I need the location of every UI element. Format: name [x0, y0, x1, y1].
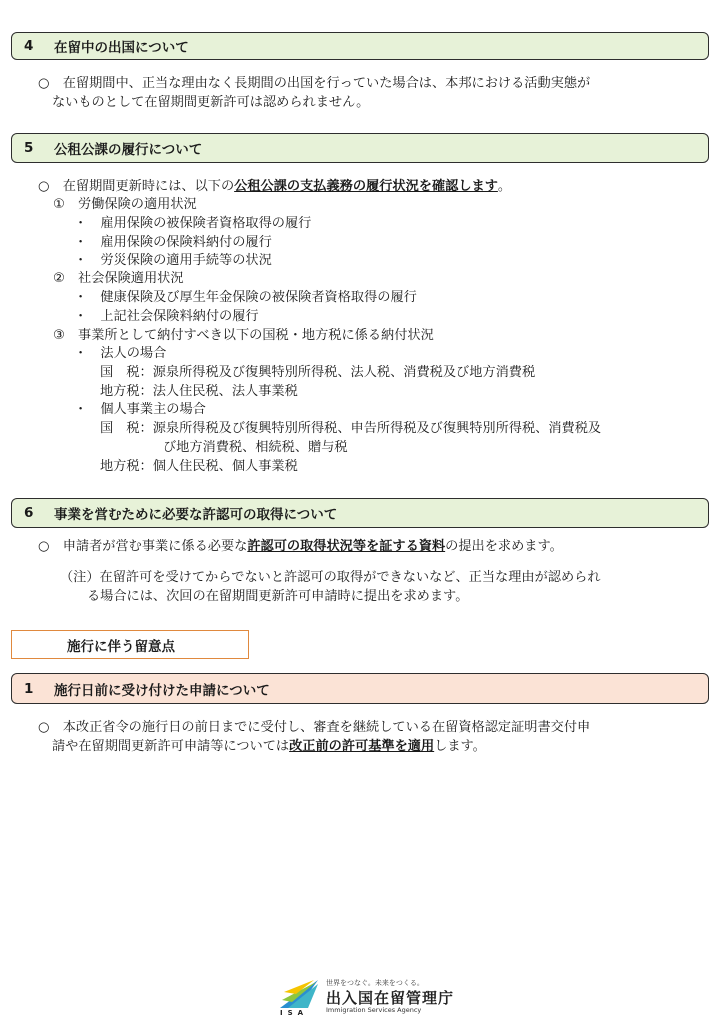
section-4-text-2: ないものとして在留期間更新許可は認められません。: [52, 95, 370, 110]
item-social-insurance: ② 社会保険適用状況: [53, 271, 184, 286]
item-corp-local-tax: 地方税：法人住民税、法人事業税: [100, 384, 298, 399]
section-6-number: 6: [24, 505, 34, 521]
notice-1-text-emphasis: 改正前の許可基準を適用: [289, 739, 435, 754]
section-4-header: [11, 32, 709, 60]
section-4-text-1: ○ 在留期間中、正当な理由なく長期間の出国を行っていた場合は、本邦における活動実態が: [38, 76, 591, 91]
section-5-header: [11, 133, 709, 163]
item-sole-local-tax: 地方税：個人住民税、個人事業税: [100, 459, 298, 474]
item-health-pension: ・ 健康保険及び厚生年金保険の被保険者資格取得の履行: [74, 290, 417, 305]
section-6-note-2: る場合には、次回の在留期間更新許可申請時に提出を求めます。: [87, 589, 469, 604]
section-6-text: [38, 538, 563, 555]
notice-1-text-2: [52, 738, 486, 755]
notice-title: 施行に伴う留意点: [67, 638, 175, 655]
item-sole-national-tax: 国 税：源泉所得税及び復興特別所得税、申告所得税及び復興特別所得税、消費税及: [100, 421, 602, 436]
footer-english-name: Immigration Services Agency: [326, 1006, 422, 1014]
item-corporation: ・ 法人の場合: [74, 346, 167, 361]
footer-org-name: 出入国在留管理庁: [326, 989, 455, 1007]
item-employment-premium: ・ 雇用保険の保険料納付の履行: [74, 235, 272, 250]
item-labor-insurance: ① 労働保険の適用状況: [53, 197, 197, 212]
item-workers-comp: ・ 労災保険の適用手続等の状況: [74, 253, 272, 268]
notice-1-title: 施行日前に受け付けた申請について: [54, 682, 270, 699]
section-6-header: [11, 498, 709, 528]
isa-logo-icon: [278, 978, 322, 1010]
item-corp-national-tax: 国 税：源泉所得税及び復興特別所得税、法人税、消費税及び地方消費税: [100, 365, 536, 380]
section-6-title: 事業を営むために必要な許認可の取得について: [54, 507, 338, 523]
item-sole-proprietor: ・ 個人事業主の場合: [74, 402, 206, 417]
section-5-number: 5: [24, 140, 34, 156]
notice-1-text-1: ○ 本改正省令の施行日の前日までに受付し、審査を継続している在留資格認定証明書交付申: [38, 720, 591, 735]
section-4-title: 在留中の出国について: [54, 40, 189, 56]
section-6-text-post: の提出を求めます。: [445, 539, 563, 554]
footer-tagline: 世界をつなぐ。未来をつくる。: [326, 979, 424, 987]
footer-abbr: ISA: [280, 1009, 309, 1017]
section-6-text-emphasis: 許認可の取得状況等を証する資料: [247, 539, 446, 554]
notice-1-text-2-post: します。: [434, 739, 486, 754]
item-taxes: ③ 事業所として納付すべき以下の国税・地方税に係る納付状況: [53, 328, 434, 343]
section-5-intro-emphasis: 公租公課の支払義務の履行状況を確認します: [234, 179, 498, 194]
section-5-intro: [38, 178, 511, 195]
section-6-note-1: （注）在留許可を受けてからでないと許認可の取得ができないなど、正当な理由が認められ: [60, 570, 601, 585]
item-employment-acquisition: ・ 雇用保険の被保険者資格取得の履行: [74, 216, 312, 231]
item-sole-national-tax-cont: び地方消費税、相続税、贈与税: [163, 440, 348, 455]
section-4-number: 4: [24, 38, 34, 54]
section-5-intro-pre: ○ 在留期間更新時には、以下の: [38, 179, 235, 194]
section-6-text-pre: ○ 申請者が営む事業に係る必要な: [38, 539, 248, 554]
section-5-intro-post: 。: [497, 179, 512, 194]
footer-logo: [276, 978, 476, 1018]
section-5-title: 公租公課の履行について: [54, 142, 203, 158]
notice-1-number: 1: [24, 680, 34, 697]
notice-1-text-2-pre: 請や在留期間更新許可申請等については: [52, 739, 290, 754]
notice-title-box: [11, 630, 249, 659]
notice-1-header: [11, 673, 709, 704]
item-social-premium: ・ 上記社会保険料納付の履行: [74, 309, 259, 324]
